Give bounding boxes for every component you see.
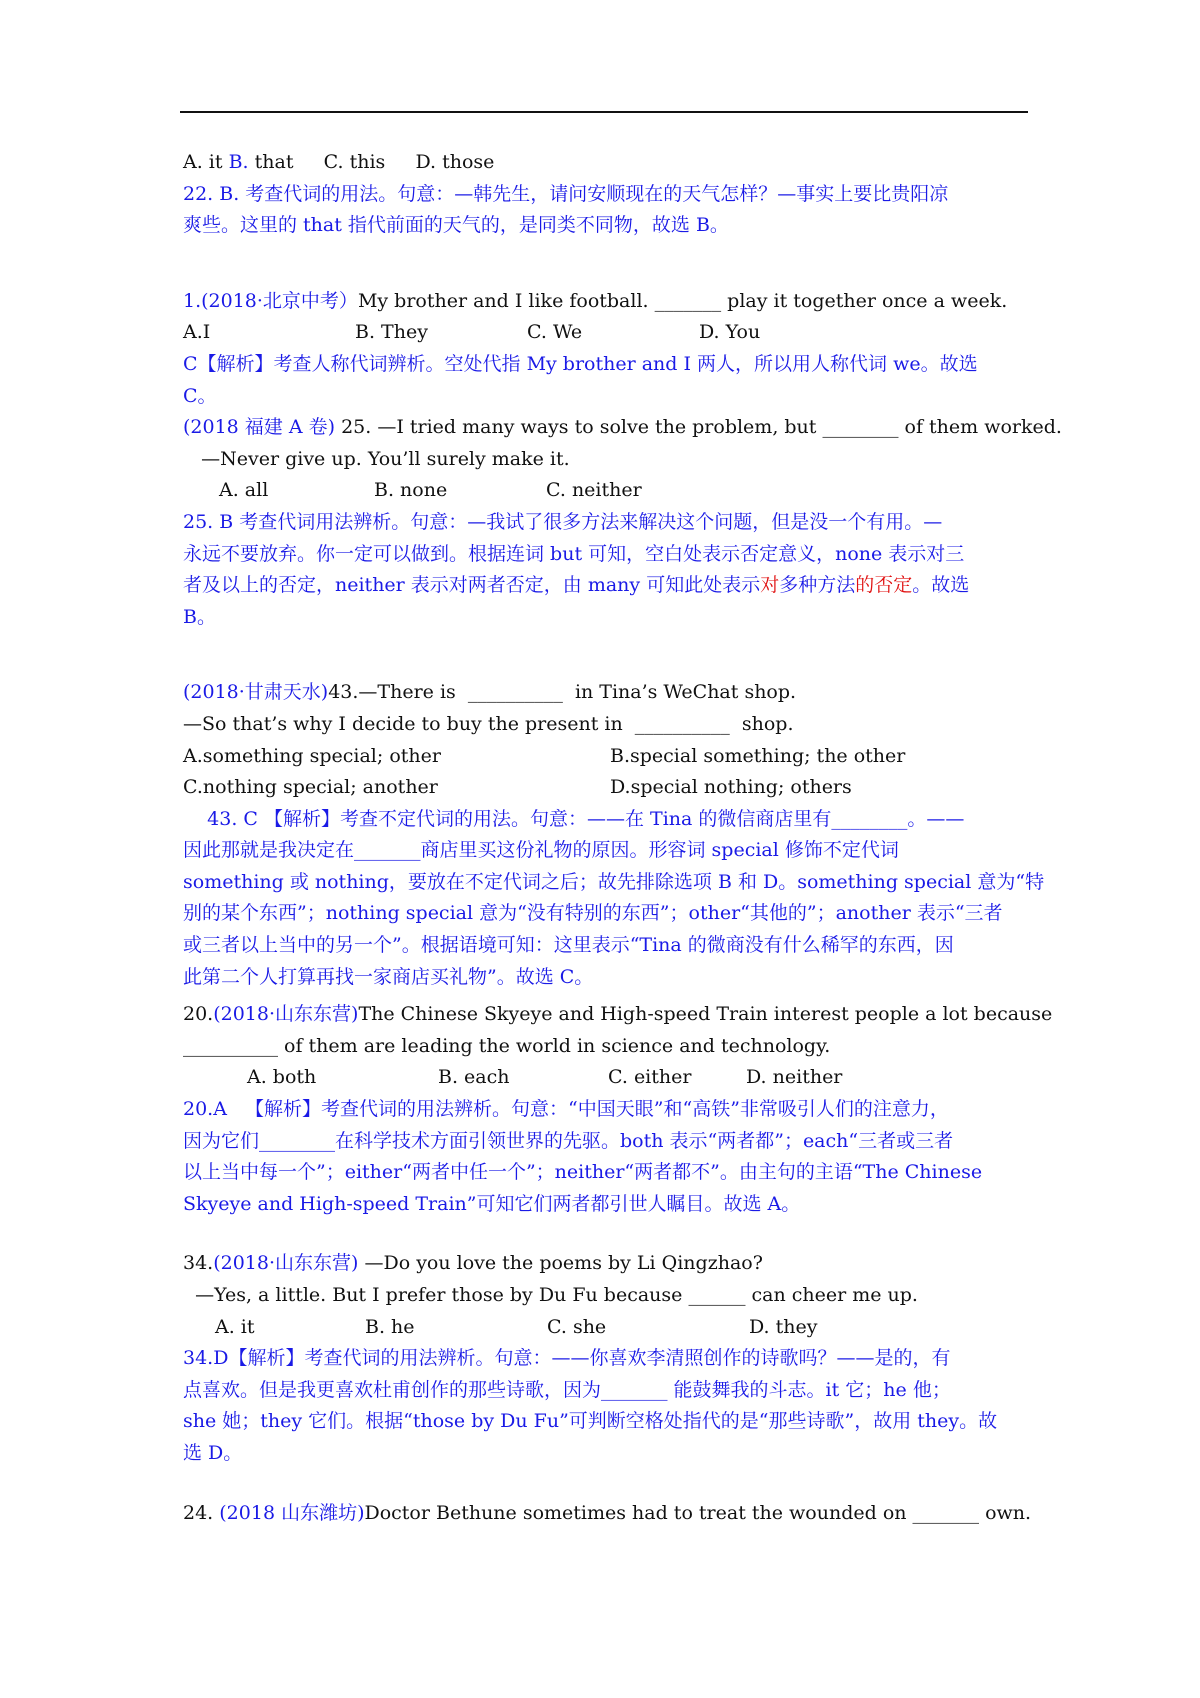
q43-stem-text: 43.—There is __________ in Tina’s WeChat shop. xyxy=(328,681,797,704)
q43-answer-line-6: 此第二个人打算再找一家商店买礼物”。故选 C。 xyxy=(183,965,594,988)
q1-option-d: D. You xyxy=(699,321,761,344)
q25-answer-part: 。故选 xyxy=(912,574,970,597)
q43-answer-line-4: 别的某个东西”；nothing special 意为“没有特别的东西”；other“其他的”；another 表示“三者 xyxy=(183,902,1003,925)
q20-source: (2018·山东东营) xyxy=(213,1003,359,1026)
header-rule xyxy=(180,111,1028,113)
q1-source: 1.(2018·北京中考） xyxy=(183,289,358,312)
q43-answer-line-2: 因此那就是我决定在_______商店里买这份礼物的原因。形容词 special 修饰不定代词 xyxy=(183,839,899,862)
q43-stem xyxy=(183,677,1026,709)
q25-answer-highlight: 对 xyxy=(760,574,780,597)
q43-options-row-1 xyxy=(183,741,1026,773)
q43-option-a: A.something special; other xyxy=(183,744,441,767)
q34-number: 34. xyxy=(183,1252,214,1275)
q25-stem-text: 25. —I tried many ways to solve the problem, but ________ of them worked. xyxy=(335,416,1062,439)
q20-option-a: A. both xyxy=(247,1066,317,1089)
q34-option-c: C. she xyxy=(547,1315,607,1338)
q20-answer-line-1: 20.A 【解析】考查代词的用法辨析。句意：“中国天眼”和“高铁”非常吸引人们的注意力， xyxy=(183,1098,949,1121)
q34-answer-line-2: 点喜欢。但是我更喜欢杜甫创作的那些诗歌，因为_______ 能鼓舞我的斗志。it 它；he 他； xyxy=(183,1378,951,1401)
q20-line-2: __________ of them are leading the world in science and technology. xyxy=(183,1034,831,1057)
document-body xyxy=(183,147,1062,1529)
q24-number: 24. xyxy=(183,1501,220,1524)
q43-answer-line-1: 43. C 【解析】考查不定代词的用法。句意：——在 Tina 的微信商店里有________。—— xyxy=(183,807,965,830)
q25-option-b: B. none xyxy=(374,479,448,502)
q43-options-row-2 xyxy=(183,772,1026,804)
q25-answer-part: 多种方法 xyxy=(779,574,856,597)
q34-options xyxy=(183,1312,1026,1344)
q20-stem xyxy=(183,999,1053,1031)
q22-option-a: A. it xyxy=(183,151,229,173)
q25-option-c: C. neither xyxy=(546,479,642,502)
q25-answer-line-2: 永远不要放弃。你一定可以做到。根据连词 but 可知，空白处表示否定意义，none 表示对三 xyxy=(183,542,965,565)
q34-option-b: B. he xyxy=(365,1315,415,1338)
q1-option-a: A.I xyxy=(183,321,211,344)
q20-option-d: D. neither xyxy=(746,1066,843,1089)
q20-options xyxy=(183,1062,1026,1094)
q25-line-2: —Never give up. You’ll surely make it. xyxy=(183,447,570,470)
q43-answer-line-5: 或三者以上当中的另一个”。根据语境可知：这里表示“Tina 的微商没有什么稀罕的东西，因 xyxy=(183,934,954,957)
q25-answer-highlight: 的否定 xyxy=(855,574,913,597)
q1-answer-line-1: C【解析】考查人称代词辨析。空处代指 My brother and I 两人，所以用人称代词 we。故选 xyxy=(183,352,978,375)
q22-answer-line-1: 22. B. 考查代词的用法。句意：—韩先生，请问安顺现在的天气怎样？—事实上要比贵阳凉 xyxy=(183,182,949,205)
q20-number: 20. xyxy=(183,1003,214,1026)
q20-answer-line-4: Skyeye and High-speed Train”可知它们两者都引世人瞩目。故选 A。 xyxy=(183,1192,801,1215)
q25-source: (2018 福建 A 卷) xyxy=(183,416,336,439)
q20-option-c: C. either xyxy=(608,1066,692,1089)
q34-answer-line-3: she 她；they 它们。根据“those by Du Fu”可判断空格处指代的是“那些诗歌”，故用 they。故 xyxy=(183,1410,998,1433)
q1-stem xyxy=(183,286,1026,318)
q24-stem xyxy=(183,1498,1032,1530)
q34-line-2: —Yes, a little. But I prefer those by Du Fu because ______ can cheer me up. xyxy=(183,1284,918,1306)
q24-source: (2018 山东潍坊) xyxy=(219,1501,365,1524)
spacer xyxy=(183,242,1026,286)
q22-option-rest: that C. this D. those xyxy=(248,151,495,173)
q20-option-b: B. each xyxy=(438,1066,510,1089)
q1-stem-text: My brother and I like football. _______ play it together once a week. xyxy=(357,289,1008,312)
q1-option-b: B. They xyxy=(355,321,428,344)
q22-answer-line-2: 爽些。这里的 that 指代前面的天气的，是同类不同物，故选 B。 xyxy=(183,214,729,237)
q22-option-b-letter: B. xyxy=(228,151,249,173)
q34-option-a: A. it xyxy=(215,1315,255,1338)
q34-stem-text: —Do you love the poems by Li Qingzhao? xyxy=(358,1252,763,1275)
q25-answer-line-1: 25. B 考查代词用法辨析。句意：—我试了很多方法来解决这个问题，但是没一个有用。— xyxy=(183,510,943,533)
q20-answer-line-3: 以上当中每一个”；either“两者中任一个”；neither“两者都不”。由主句的主语“The Chinese xyxy=(183,1161,983,1184)
q1-options xyxy=(183,317,1026,349)
q34-stem xyxy=(183,1248,1026,1280)
q43-option-d: D.special nothing; others xyxy=(610,776,852,799)
q25-answer-line-4: B。 xyxy=(183,605,216,628)
q20-stem-text: The Chinese Skyeye and High-speed Train interest people a lot because xyxy=(358,1003,1053,1026)
q34-source: (2018·山东东营) xyxy=(213,1252,359,1275)
spacer xyxy=(183,1220,1026,1248)
q1-option-c: C. We xyxy=(527,321,583,344)
q43-answer-line-3: something 或 nothing，要放在不定代词之后；故先排除选项 B 和 D。something special 意为“特 xyxy=(183,870,1045,893)
q34-answer-line-4: 选 D。 xyxy=(183,1441,243,1464)
q43-option-c: C.nothing special; another xyxy=(183,776,438,799)
q25-answer-part: 者及以上的否定，neither 表示对两者否定，由 many 可知此处表示 xyxy=(183,574,761,597)
q34-option-d: D. they xyxy=(749,1315,818,1338)
q25-answer-line-3 xyxy=(183,570,1026,602)
q43-option-b: B.special something; the other xyxy=(610,744,906,767)
q24-stem-text: Doctor Bethune sometimes had to treat the wounded on _______ own. xyxy=(364,1501,1032,1524)
q34-answer-line-1: 34.D【解析】考查代词的用法辨析。句意：——你喜欢李清照创作的诗歌吗？——是的，有 xyxy=(183,1347,951,1370)
q25-options xyxy=(183,475,1026,507)
q43-line-2: —So that’s why I decide to buy the present in __________ shop. xyxy=(183,712,794,735)
q22-options xyxy=(183,147,1026,179)
q25-stem xyxy=(183,412,1062,444)
q1-answer-line-2: C。 xyxy=(183,384,217,407)
spacer xyxy=(183,633,1026,677)
q25-option-a: A. all xyxy=(219,479,269,502)
q43-source: (2018·甘肃天水) xyxy=(183,681,329,704)
q20-answer-line-2: 因为它们________在科学技术方面引领世界的先驱。both 表示“两者都”；each“三者或三者 xyxy=(183,1129,954,1152)
spacer xyxy=(183,1470,1026,1498)
